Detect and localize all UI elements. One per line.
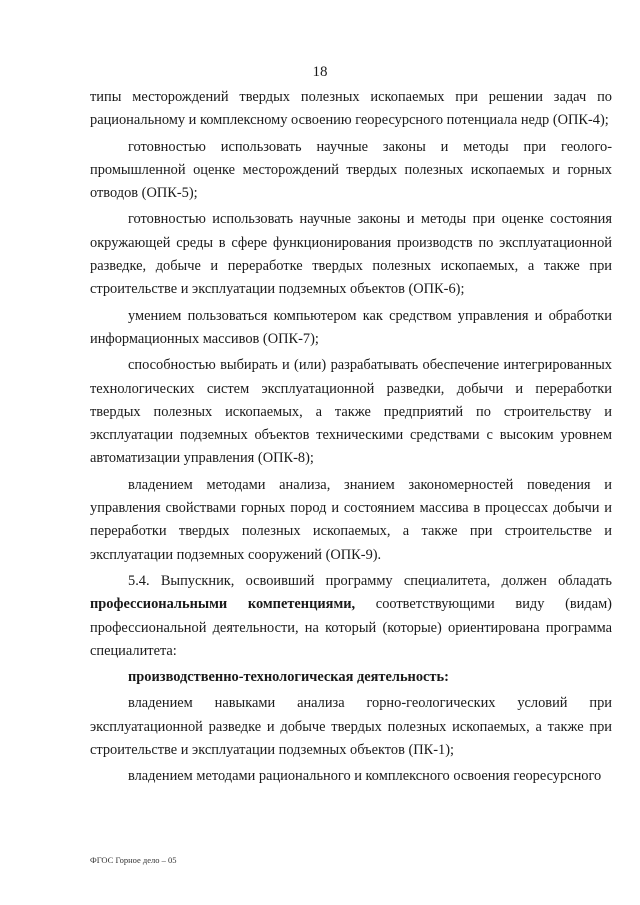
paragraph-opk-4: типы месторождений твердых полезных ископаемых при решении задач по рациональному и комплексному освоению георесурсного потенциала недр (ОПК-4); (90, 89, 612, 129)
paragraph-pk-2-start: владением методами рационального и комплексного освоения георесурсного (128, 768, 602, 785)
paragraph-opk-8: способностью выбирать и (или) разрабатывать обеспечение интегрированных технологических систем эксплуатационной разведки, добычи и переработки твердых полезных ископаемых, а также предприятий по строительству и эксплуатации подземных объектов техническими средствами с высоким уровнем автоматизации управления (ОПК-8); (90, 357, 612, 467)
section-heading: производственно-технологическая деятельность: (128, 669, 449, 686)
footer-note: ФГОС Горное дело – 05 (90, 855, 177, 865)
paragraph-pk-1: владением навыками анализа горно-геологических условий при эксплуатационной разведке и добыче твердых полезных ископаемых, а также при строительстве и эксплуатации подземных объектов (ПК-1); (90, 695, 612, 759)
paragraph-opk-5: готовностью использовать научные законы и методы при геолого-промышленной оценке месторождений твердых полезных ископаемых и горных отводов (ОПК-5); (90, 138, 612, 202)
paragraph-5-4-lead: 5.4. Выпускник, освоивший программу специалитета, должен обладать (128, 572, 612, 589)
document-body (90, 86, 612, 792)
page-number: 18 (312, 64, 328, 80)
bold-term: профессиональными компетенциями, (90, 596, 356, 613)
paragraph-opk-9: владением методами анализа, знанием закономерностей поведения и управления свойствами горных пород и состоянием массива в процессах добычи и переработки твердых полезных ископаемых, а также при строительстве и эксплуатации подземных сооружений (ОПК-9). (90, 476, 612, 563)
paragraph-opk-6: готовностью использовать научные законы и методы при оценке состояния окружающей среды в сфере функционирования производств по эксплуатационной разведке, добыче и переработке твердых полезных ископаемых, а также при строительстве и эксплуатации подземных объектов (ОПК-6); (90, 211, 612, 298)
paragraph-5-4 (90, 570, 612, 663)
paragraph-opk-7: умением пользоваться компьютером как средством управления и обработки информационных массивов (ОПК-7); (90, 307, 612, 347)
paragraph-5-4-rest: соответствующими виду (видам) профессиональной деятельности, на который (которые) ориентирована программа специалитета: (90, 596, 612, 659)
